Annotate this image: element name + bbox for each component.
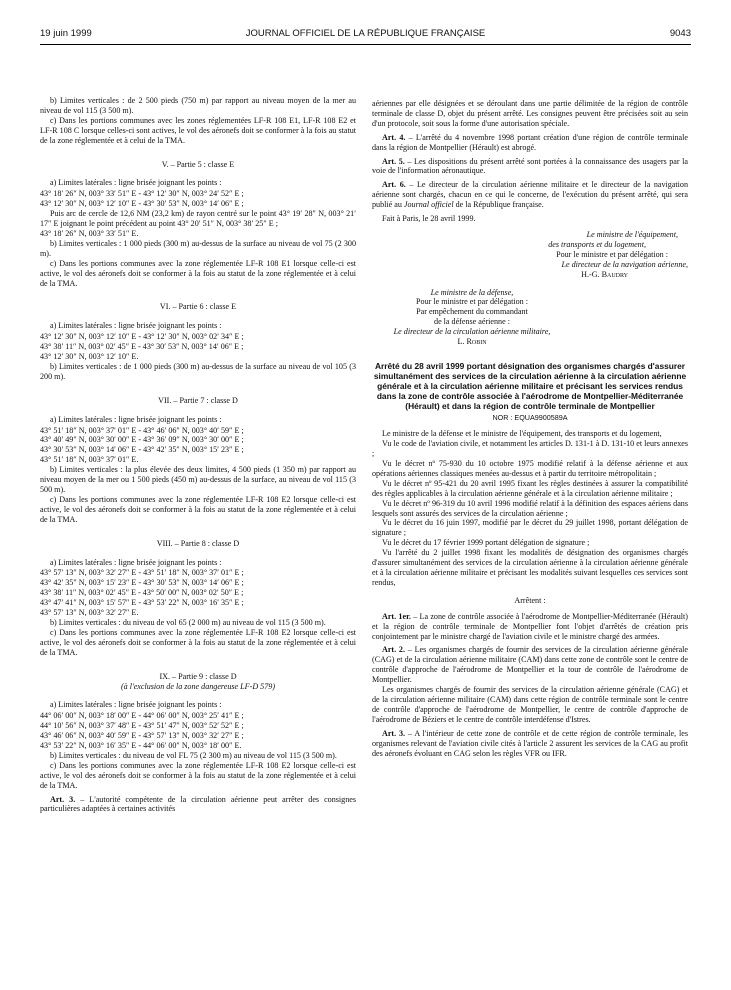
vu-paragraph: Vu l'arrêté du 2 juillet 1998 fixant les modalités de désignation des organismes chargés d'assurer simultanément des services de la circulation aérienne à la circulation aérienne générale et à la circulation aérienne militaire et précisant les modalités suivant lesquelles ces services sont rendus, xyxy=(372,548,688,587)
paragraph: b) Limites verticales : du niveau de vol 65 (2 000 m) au niveau de vol 115 (3 500 m). xyxy=(50,617,326,627)
section-title: VIII. – Partie 8 : classe D xyxy=(156,538,240,548)
section-title: IX. – Partie 9 : classe D xyxy=(159,671,237,681)
paragraph: c) Dans les portions communes avec la zone réglementée LF-R 108 E2 lorsque celle-ci est active, le vol des aéronefs doit se conformer à la fois au statut de la zone réglementée et à celui de la TMA. xyxy=(40,494,356,524)
article-paragraph xyxy=(372,180,688,210)
coordinate-line: Puis arc de cercle de 12,6 NM (23,2 km) de rayon centré sur le point 43° 19′ 28″ N, 003° 21′ 17″ E joignant le point précédent au point 43° 20′ 51″ N, 003° 38′ 25″ E ; xyxy=(40,209,356,229)
coordinate-line: 43° 57′ 13″ N, 003° 32′ 27″ E - 43° 51′ 18″ N, 003° 37′ 01″ E ; xyxy=(40,568,244,578)
article-text: – A l'intérieur de cette zone de contrôle et de cette région de contrôle terminale, les organismes relevant de l'aviation civile cités à l'article 2 assurent les services de la CAG au profit des aéronefs évoluant en CAG selon les règles VFR ou IFR. xyxy=(372,728,688,758)
article-paragraph xyxy=(372,612,688,642)
paragraph: b) Limites verticales : la plus élevée des deux limites, 4 500 pieds (1 350 m) par rapport au niveau moyen de la mer ou 1 500 pieds (450 m) au-dessus de la surface, au niveau de vol 115 (3 500 m). xyxy=(40,465,356,494)
decree-title: Arrêté du 28 avril 1999 portant désignation des organismes chargés d'assurer simultanément des services de la circulation aérienne à la circulation aérienne générale et à la circulation aérienne militaire et précisant les services rendus dans la zone de contrôle associée à l'aérodrome de Montpellier-Méditerranée (Hérault) et dans la région de contrôle terminale de Montpellier xyxy=(373,360,687,412)
paragraph: b) Limites verticales : de 2 500 pieds (750 m) par rapport au niveau moyen de la mer au niveau de vol 115 (3 500 m). xyxy=(40,96,356,115)
article-label: Art. 6. xyxy=(382,180,406,190)
article-label: Art. 1er. xyxy=(382,611,411,621)
paragraph: Le ministre de la défense et le ministre de l'équipement, des transports et du logement, xyxy=(382,429,662,439)
left-column xyxy=(40,96,356,814)
article-label: Art. 2. xyxy=(382,645,406,655)
coordinate-list xyxy=(40,568,356,618)
section-title: V. – Partie 5 : classe E xyxy=(161,159,235,169)
article-text: – Les dispositions du présent arrêté sont portées à la connaissance des usagers par la voie de l'information aéronautique. xyxy=(372,156,688,176)
paragraph: a) Limites latérales : ligne brisée joignant les points : xyxy=(50,557,222,567)
right-column xyxy=(372,99,688,758)
signature-name: H.-G. Baudry xyxy=(581,269,628,279)
article-label: Art. 3. xyxy=(50,794,76,804)
vu-paragraph: Vu le décret du 16 juin 1997, modifié par le décret du 29 juillet 1998, portant délégation de signature ; xyxy=(372,518,688,538)
article-text: – L'autorité compétente de la circulation aérienne peut arrêter des consignes particulières adaptées à certaines activités xyxy=(40,794,357,814)
coordinate-line: 44° 06′ 00″ N, 003° 18′ 00″ E - 44° 06′ 00″ N, 003° 25′ 41″ E ; xyxy=(40,711,244,721)
article-label: Art. 4. xyxy=(382,132,406,142)
section-title: VII. – Partie 7 : classe D xyxy=(158,395,238,405)
page-header xyxy=(40,28,691,42)
section-subtitle: (à l'exclusion de la zone dangereuse LF-D 579) xyxy=(120,681,276,691)
vu-paragraph: Vu le code de l'aviation civile, et notamment les articles D. 131-1 à D. 131-10 et leurs annexes ; xyxy=(372,439,688,459)
signature-minister: Le ministre de l'équipement, xyxy=(586,229,678,239)
coordinate-line: 43° 30′ 53″ N, 003° 14′ 06″ E - 43° 42′ 35″ N, 003° 15′ 23″ E ; xyxy=(40,445,244,455)
vu-paragraph: Vu le décret du 17 février 1999 portant délégation de signature ; xyxy=(382,538,590,548)
header-title: JOURNAL OFFICIEL DE LA RÉPUBLIQUE FRANÇAISE xyxy=(245,28,486,39)
signature-delegation: Par empêchement du commandant xyxy=(416,307,528,317)
coordinate-line: 43° 51′ 18″ N, 003° 37′ 01″ E. xyxy=(40,455,139,465)
coordinate-line: 43° 46′ 06″ N, 003° 40′ 59″ E - 43° 57′ 13″ N, 003° 32′ 27″ E ; xyxy=(40,731,244,741)
vu-paragraph: Vu le décret nº 95-421 du 20 avril 1995 fixant les règles destinées à assurer la compatibilité des règles applicables à la circulation aérienne générale et à la circulation aérienne militaire ; xyxy=(372,478,688,498)
signature-name: L. Robin xyxy=(457,337,487,347)
header-rule xyxy=(40,44,691,45)
signature-block-defense xyxy=(372,288,572,347)
signature-date: Fait à Paris, le 28 avril 1999. xyxy=(382,214,476,224)
paragraph: b) Limites verticales : de 1 000 pieds (300 m) au-dessus de la surface au niveau de vol 105 (3 200 m). xyxy=(40,361,356,381)
article-paragraph xyxy=(372,133,688,153)
coordinate-list xyxy=(40,426,356,466)
paragraph: a) Limites latérales : ligne brisée joignant les points : xyxy=(50,700,222,710)
coordinate-line: 43° 57′ 13″ N, 003° 32′ 27″ E. xyxy=(40,608,139,618)
journal-officiel: Journal officiel xyxy=(403,200,454,210)
coordinate-line: 43° 47′ 41″ N, 003° 15′ 57″ E - 43° 53′ 22″ N, 003° 16′ 35″ E ; xyxy=(40,598,244,608)
coordinate-line: 43° 38′ 11″ N, 003° 02′ 45″ E - 43° 50′ 00″ N, 003° 02′ 50″ E ; xyxy=(40,588,244,598)
coordinate-line: 44° 10′ 56″ N, 003° 37′ 48″ E - 43° 51′ 47″ N, 003° 52′ 52″ E ; xyxy=(40,721,244,731)
vu-paragraph: Vu le décret nº 96-319 du 10 avril 1996 modifié relatif à la définition des espaces aériens dans lesquels sont assurés des services de la circulation aérienne ; xyxy=(372,498,688,518)
signature-role: Le directeur de la navigation aérienne, xyxy=(561,259,688,269)
paragraph: c) Dans les portions communes avec la zone réglementée LF-R 108 E1 lorsque celle-ci est active, le vol des aéronefs doit se conformer à la fois au statut de la zone réglementée et à celui de la TMA. xyxy=(40,258,356,288)
paragraph: c) Dans les portions communes avec les zones réglementées LF-R 108 E1, LF-R 108 E2 et LF-R 108 C lorsque celles-ci sont actives, le vol des aéronefs doit se conformer à la fois au statut de la zone réglementée et à celui de la TMA. xyxy=(40,115,356,145)
paragraph: c) Dans les portions communes avec la zone réglementée LF-R 108 E2 lorsque celle-ci est active, le vol des aéronefs doit se conformer à la fois au statut de la zone réglementée et à celui de la TMA. xyxy=(40,627,356,657)
signature-minister: des transports et du logement, xyxy=(548,239,646,249)
paragraph: a) Limites latérales : ligne brisée joignant les points : xyxy=(50,414,222,424)
coordinate-line: 43° 38′ 11″ N, 003° 02′ 45″ E - 43° 30′ 53″ N, 003° 14′ 06″ E ; xyxy=(40,342,244,352)
article-paragraph xyxy=(372,645,688,685)
article-paragraph xyxy=(372,157,688,177)
coordinate-line: 43° 18′ 26″ N, 003° 33′ 51″ E. xyxy=(40,228,139,238)
vu-paragraph: Vu le décret nº 75-930 du 10 octobre 1975 modifié relatif à la défense aérienne et aux opérations aériennes classiques menées au-dessus et à partir du territoire métropolitain ; xyxy=(372,459,688,478)
paragraph: a) Limites latérales : ligne brisée joignant les points : xyxy=(50,178,222,188)
coordinate-line: 43° 40′ 49″ N, 003° 30′ 00″ E - 43° 36′ 09″ N, 003° 30′ 00″ E ; xyxy=(40,435,244,445)
signature-delegation: Pour le ministre et par délégation : xyxy=(556,249,668,259)
article-text: de la République française. xyxy=(453,200,544,210)
article-paragraph xyxy=(372,729,688,759)
coordinate-list xyxy=(40,332,356,362)
coordinate-line: 43° 18′ 26″ N, 003° 33′ 51″ E - 43° 12′ 30″ N, 003° 24′ 52″ E ; xyxy=(40,189,244,199)
article-text: – L'arrêté du 4 novembre 1998 portant création d'une région de contrôle terminale dans la région de Montpellier (Hérault) est abrogé. xyxy=(372,132,688,152)
coordinate-list xyxy=(40,189,356,239)
signature-delegation: de la défense aérienne : xyxy=(434,317,510,327)
article-text: – Les organismes chargés de fournir des services de la circulation aérienne générale (CAG) et de la circulation aérienne militaire (CAM) dans cette zone de contrôle sont le centre de contrôle d'approche de l'aérodrome de Montpellier et la tour de contrôle de l'aérodrome de Montpellier. xyxy=(372,645,689,685)
article-paragraph xyxy=(40,795,356,815)
coordinate-line: 43° 12′ 30″ N, 003° 12′ 10″ E. xyxy=(40,352,139,362)
coordinate-line: 43° 53′ 22″ N, 003° 16′ 35″ E - 44° 06′ 00″ N, 003° 18′ 00″ E. xyxy=(40,741,242,751)
signature-role: Le directeur de la circulation aérienne militaire, xyxy=(393,327,551,337)
coordinate-list xyxy=(40,711,356,751)
signature-minister: Le ministre de la défense, xyxy=(430,287,514,297)
signature-block-equipement xyxy=(372,230,688,280)
paragraph: c) Dans les portions communes avec la zone réglementée LF-R 108 E2 lorsque celle-ci est active, le vol des aéronefs doit se conformer à la fois au statut de la zone réglementée et à celui de la TMA. xyxy=(40,760,356,790)
arretent-heading: Arrêtent : xyxy=(514,595,546,605)
article-label: Art. 5. xyxy=(382,156,405,166)
coordinate-line: 43° 12′ 30″ N, 003° 12′ 10″ E - 43° 12′ 30″ N, 003° 02′ 34″ E ; xyxy=(40,332,244,342)
section-title: VI. – Partie 6 : classe E xyxy=(159,302,237,312)
paragraph: b) Limites verticales : 1 000 pieds (300 m) au-dessus de la surface au niveau de vol 75 (2 300 m). xyxy=(40,238,356,258)
nor-reference: NOR : EQUA9900589A xyxy=(492,413,568,423)
article-label: Art. 3. xyxy=(382,728,406,738)
coordinate-line: 43° 42′ 35″ N, 003° 15′ 23″ E - 43° 30′ 53″ N, 003° 14′ 06″ E ; xyxy=(40,578,244,588)
coordinate-line: 43° 51′ 18″ N, 003° 37′ 01″ E - 43° 46′ 06″ N, 003° 40′ 59″ E ; xyxy=(40,425,244,435)
paragraph: aériennes par elle désignées et se déroulant dans une partie délimitée de la région de contrôle terminale de classe D, objet du présent arrêté. Les consignes peuvent être précisées soit au sein d'un protocole, soit sous la forme d'une autorisation spéciale. xyxy=(372,99,688,128)
header-page-number: 9043 xyxy=(669,28,691,39)
paragraph: b) Limites verticales : du niveau de vol FL 75 (2 300 m) au niveau de vol 115 (3 500 m). xyxy=(50,750,337,760)
signature-delegation: Pour le ministre et par délégation : xyxy=(416,297,528,307)
paragraph: Les organismes chargés de fournir des services de la circulation aérienne générale (CAG) et de la circulation aérienne militaire (CAM) dans cette région de contrôle terminale sont le centre de contrôle d'approche de l'aérodrome de Montpellier, le centre de contrôle d'approche de l'aérodrome de Béziers et le centre de contrôle interdéfense d'Istres. xyxy=(372,685,688,724)
header-date: 19 juin 1999 xyxy=(40,28,92,39)
article-text: – Le directeur de la circulation aérienne militaire et le directeur de la navigation aérienne sont chargés, chacun en ce qui le concerne, de l'exécution du présent arrêté, qui sera publié au xyxy=(372,180,689,210)
paragraph: a) Limites latérales : ligne brisée joignant les points : xyxy=(50,321,222,331)
article-text: – La zone de contrôle associée à l'aérodrome de Montpellier-Méditerranée (Hérault) et la région de contrôle terminale de Montpellier font l'objet d'arrêtés de création pris conjointement par le ministre chargé de l'aviation civile et le ministre chargé des armées. xyxy=(372,611,688,641)
coordinate-line: 43° 12′ 30″ N, 003° 12′ 10″ E - 43° 30′ 53″ N, 003° 14′ 06″ E ; xyxy=(40,199,244,209)
